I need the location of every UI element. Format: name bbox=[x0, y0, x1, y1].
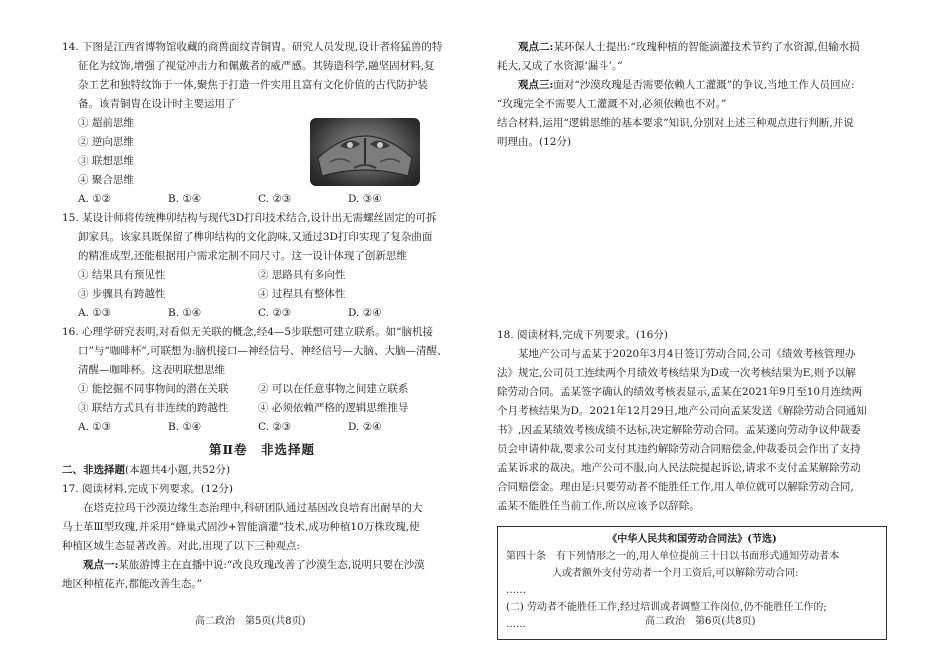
q17-view1-line2: 地区种植花卉,都能改善生态。” bbox=[62, 578, 202, 590]
q18-material-line9: 孟某不能胜任当前工作,所以应该予以辞除。 bbox=[497, 500, 700, 512]
q14-option-3: ③ 联想思维 bbox=[78, 155, 134, 167]
right-page bbox=[497, 38, 887, 640]
q14-stem-line4: 备。该青铜胄在设计时主要运用了 bbox=[78, 98, 236, 110]
q16-option-2: ② 可以在任意事物之间建立联系 bbox=[258, 383, 409, 395]
q18-material-line8: 合同赔偿金。理由是:只要劳动者不能胜任工作,用人单位就可以解除劳动合同, bbox=[497, 481, 854, 493]
q17-material-line1: 在塔克拉玛干沙漠边缘生态治理中,科研团队通过基因改良培育出耐旱的大 bbox=[83, 502, 423, 514]
q14-stem-line2: 征化为纹饰,增强了视觉冲击力和佩戴者的威严感。其铸造科学,融坚固材料,复 bbox=[78, 60, 435, 72]
q17-view2-line2: 耗大,又成了水资源‘漏斗’。” bbox=[497, 60, 623, 72]
q16-choice-a: A. ①③ bbox=[78, 421, 112, 433]
q17-view2-label: 观点二: bbox=[518, 41, 554, 53]
q17-view1-label: 观点一: bbox=[83, 559, 119, 571]
q17-stem: 17. 阅读材料,完成下列要求。(12分) bbox=[62, 483, 233, 495]
q15-option-1: ① 结果具有预见性 bbox=[78, 269, 166, 281]
law-item-2: (二) 劳动者不能胜任工作,经过培训或者调整工作岗位,仍不能胜任工作的; bbox=[506, 602, 827, 613]
q18-material-line5: 书》,因孟某绩效考核成绩不达标,决定解除劳动合同。孟某遂向劳动争议仲裁委 bbox=[497, 424, 861, 436]
q17-requirement-line1: 结合材料,运用“逻辑思维的基本要求”知识,分别对上述三种观点进行判断,并说 bbox=[497, 117, 854, 129]
q15-options bbox=[62, 266, 462, 304]
footer-page-5: 高二政治 第5页(共8页) bbox=[195, 616, 306, 627]
q16-option-1: ① 能挖掘不同事物间的潜在关联 bbox=[78, 383, 229, 395]
q14-option-1: ① 超前思维 bbox=[78, 117, 134, 129]
q17-view3-line1 bbox=[497, 76, 887, 95]
q17-material-line2: 马士革Ⅲ型玫瑰,并采用“蜂巢式固沙+智能滴灌”技术,成功种植10万株玫瑰,使 bbox=[62, 521, 420, 533]
q18-material-line7: 孟某诉求的裁决。地产公司不服,向人民法院提起诉讼,请求不支付孟某解除劳动 bbox=[497, 462, 861, 474]
q18-material-line4: 个月考核结果为D。2021年12月29日,地产公司向孟某发送《解除劳动合同通知 bbox=[497, 405, 867, 417]
q14-choice-a: A. ①② bbox=[78, 193, 112, 205]
answer-space bbox=[497, 152, 887, 326]
q14-choice-d: D. ③④ bbox=[348, 193, 382, 205]
q18-material-line6: 员会申请仲裁,要求公司支付其违约解除劳动合同赔偿金,仲裁委员会作出了支持 bbox=[497, 443, 861, 455]
q14-choice-b: B. ①④ bbox=[168, 193, 202, 205]
law-ellipsis-2: …… bbox=[506, 619, 526, 630]
q18-material-line1: 某地产公司与孟某于2020年3月4日签订劳动合同,公司《绩效考核管理办 bbox=[518, 348, 856, 360]
q16-option-3: ③ 联结方式具有非连续的跨越性 bbox=[78, 402, 229, 414]
q14-option-4: ④ 聚合思维 bbox=[78, 174, 134, 186]
q14-stem-line3: 杂工艺和独特纹饰于一体,聚焦于打造一件实用且富有文化价值的古代防护装 bbox=[78, 79, 428, 91]
q15-option-3: ③ 步骤具有跨越性 bbox=[78, 288, 166, 300]
q17-view1-line1 bbox=[62, 556, 462, 575]
q16-choices bbox=[62, 418, 462, 437]
q15-choice-c: C. ②③ bbox=[258, 307, 292, 319]
part2-subtitle bbox=[62, 461, 462, 480]
q17-view2-text: 某环保人士提出:“玫瑰种植的智能滴灌技术节约了水资源,但输水损 bbox=[553, 41, 860, 53]
q17-view2-line1 bbox=[497, 38, 887, 57]
part2-subtitle-rest: (本题共4小题,共52分) bbox=[125, 464, 231, 476]
q16-stem-line3: 清醒—咖啡杯。这表明联想思维 bbox=[78, 364, 225, 376]
part2-title: 第Ⅱ卷 非选择题 bbox=[208, 442, 316, 457]
q15-choice-b: B. ①④ bbox=[168, 307, 202, 319]
q15-stem-line3: 的精准成型,还能根据用户需求定制不同尺寸。这一设计体现了创新思维 bbox=[78, 250, 407, 262]
part2-subtitle-bold: 二、非选择题 bbox=[62, 464, 125, 476]
law-article-40-line2: 人或者额外支付劳动者一个月工资后,可以解除劳动合同: bbox=[552, 568, 799, 579]
q15-choices bbox=[62, 304, 462, 323]
q15-stem-line1: 15. 某设计师将传统榫卯结构与现代3D打印技术结合,设计出无需螺丝固定的可拆 bbox=[62, 212, 437, 224]
q17-material-line3: 种植区域生态显著改善。对此,出现了以下三种观点: bbox=[62, 540, 300, 552]
q15-stem-line2: 卸家具。该家具既保留了榫卯结构的文化韵味,又通过3D打印实现了复杂曲面 bbox=[78, 231, 433, 243]
q14-choice-c: C. ②③ bbox=[258, 193, 292, 205]
bronze-helmet-image bbox=[310, 118, 420, 186]
q15-choice-a: A. ①③ bbox=[78, 307, 112, 319]
q14-stem-line1: 14. 下图是江西省博物馆收藏的商兽面纹青铜胄。研究人员发现,设计者将猛兽的特 bbox=[62, 41, 443, 53]
law-excerpt-title: 《中华人民共和国劳动合同法》(节选) bbox=[607, 534, 777, 545]
q16-stem-line2: 口”与“咖啡杯”,可联想为:脑机接口—神经信号、神经信号—大脑、大脑—清醒、 bbox=[78, 345, 448, 357]
q15-choice-d: D. ②④ bbox=[348, 307, 382, 319]
q16-options bbox=[62, 380, 462, 418]
q16-choice-d: D. ②④ bbox=[348, 421, 382, 433]
law-ellipsis-1: …… bbox=[506, 585, 526, 596]
law-article-40-line1: 第四十条 有下列情形之一的,用人单位提前三十日以书面形式通知劳动者本 bbox=[506, 551, 840, 562]
q17-view3-line2: “玫瑰完全不需要人工灌溉不对,必须依赖也不对。” bbox=[497, 98, 727, 110]
q17-requirement-line2: 明理由。(12分) bbox=[497, 136, 572, 148]
q16-option-4: ④ 必须依赖严格的逻辑思维推导 bbox=[258, 402, 409, 414]
q14-choices bbox=[62, 190, 462, 209]
q15-option-4: ④ 过程具有整体性 bbox=[258, 288, 346, 300]
q18-material-line2: 法》规定,公司员工连续两个月绩效考核结果为D或一次考核结果为E,则予以解 bbox=[497, 367, 856, 379]
q17-view3-label: 观点三: bbox=[518, 79, 554, 91]
footer-page-6: 高二政治 第6页(共8页) bbox=[645, 616, 756, 627]
q15-option-2: ② 思路具有多向性 bbox=[258, 269, 346, 281]
q18-material-line3: 除劳动合同。孟某签字确认的绩效考核表显示,孟某在2021年9月至10月连续两 bbox=[497, 386, 863, 398]
bronze-helmet-icon bbox=[310, 118, 420, 186]
q17-view1-text: 某旅游博主在直播中说:“改良玫瑰改善了沙漠生态,说明只要在沙漠 bbox=[118, 559, 425, 571]
q16-stem-line1: 16. 心理学研究表明,对看似无关联的概念,经4—5步联想可建立联系。如“脑机接 bbox=[62, 326, 433, 338]
q17-view3-text: 面对“沙漠玫瑰是否需要依赖人工灌溉”的争议,当地工作人员回应: bbox=[553, 79, 855, 91]
q18-stem: 18. 阅读材料,完成下列要求。(16分) bbox=[497, 329, 668, 341]
q16-choice-c: C. ②③ bbox=[258, 421, 292, 433]
q14-option-2: ② 逆向思维 bbox=[78, 136, 134, 148]
q16-choice-b: B. ①④ bbox=[168, 421, 202, 433]
